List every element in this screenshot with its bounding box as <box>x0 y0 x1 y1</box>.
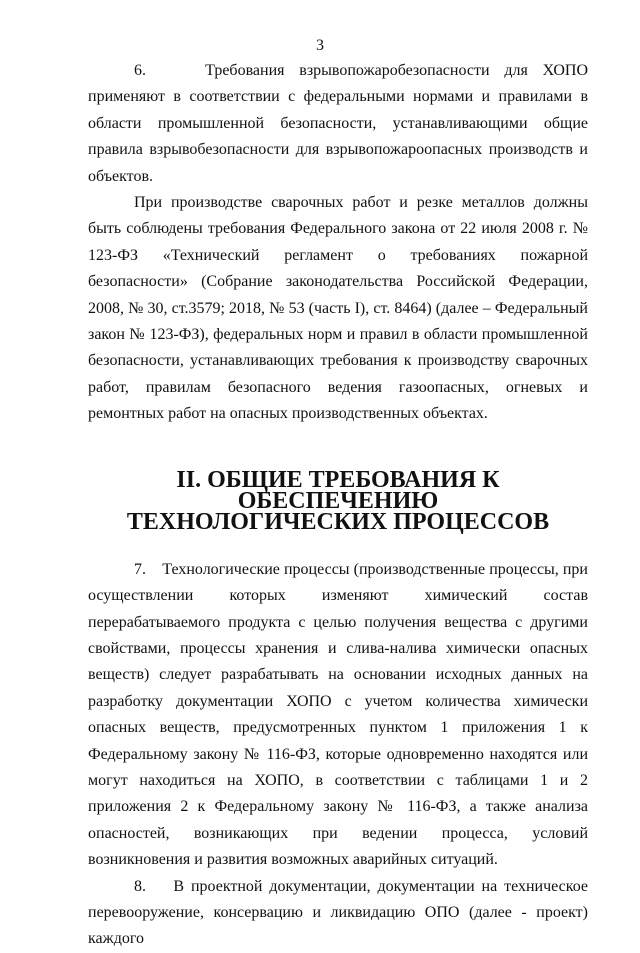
spacer <box>88 428 588 470</box>
document-body <box>88 58 588 953</box>
paragraph-welding: При производстве сварочных работ и резке металлов должны быть соблюдены требования Федерального закона от 22 июля 2008 г. № 123-ФЗ «Технический регламент о требованиях пожарной безопасности» (Собрание законодательства Российской Федерации, 2008, № 30, ст.3579; 2018, № 53 (часть I), ст. 8464) (далее – Федеральный закон № 123-ФЗ), федеральных норм и правил в области промышленной безопасности, устанавливающих требования к производству сварочных работ, правилам безопасного ведения газоопасных, огневых и ремонтных работ на опасных производственных объектах. <box>88 194 588 423</box>
paragraph-8: 8. В проектной документации, документации на техническое перевооружение, консервацию и ликвидацию ОПО (далее - проект) каждого <box>88 877 588 948</box>
section-heading <box>88 466 588 535</box>
section-heading-line-2: ТЕХНОЛОГИЧЕСКИХ ПРОЦЕССОВ <box>126 508 550 535</box>
paragraph-7: 7. Технологические процессы (производственные процессы, при осуществлении которых изменяют химический состав перерабатываемого продукта с целью получения вещества с другими свойствами, процессы хранения и слива-налива химически опасных веществ) следует разрабатывать на основании исходных данных на разработку документации ХОПО с учетом количества химически опасных веществ, предусмотренных пунктом 1 приложения 1 к Федеральному закону № 116-ФЗ, которые одновременно находятся или могут находиться на ХОПО, в соответствии с таблицами 1 и 2 приложения 2 к Федеральному закону № 116-ФЗ, а также анализа опасностей, возникающих при ведении процесса, условий возникновения и развития возможных аварийных ситуаций. <box>88 560 588 869</box>
page-number: 3 <box>316 37 324 54</box>
paragraph-6: 6. Требования взрывопожаробезопасности для ХОПО применяют в соответствии с федеральными нормами и правилами в области промышленной безопасности, устанавливающими общие правила взрывобезопасности для взрывопожароопасных производств и объектов. <box>88 62 588 185</box>
spacer <box>88 533 588 557</box>
section-heading-line-1: II. ОБЩИЕ ТРЕБОВАНИЯ К ОБЕСПЕЧЕНИЮ <box>176 466 500 514</box>
